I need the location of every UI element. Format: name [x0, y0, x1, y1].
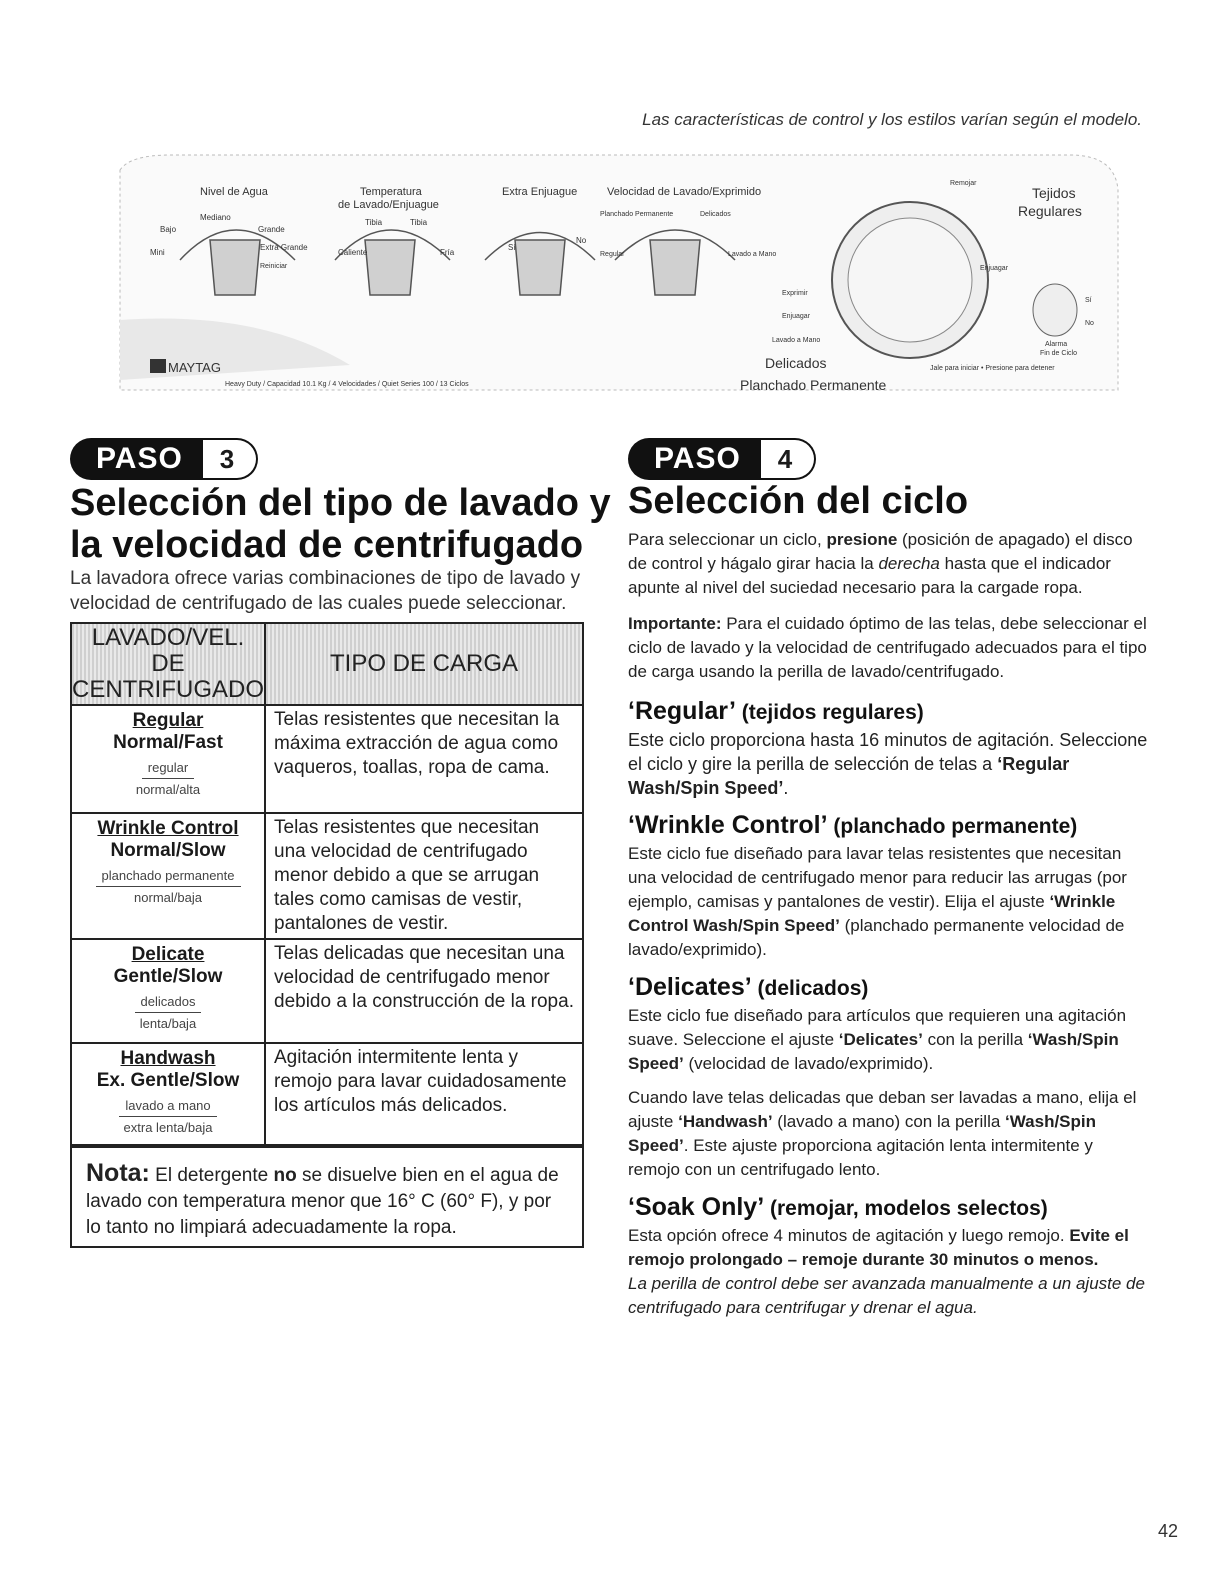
water-level-title: Nivel de Agua — [200, 186, 268, 198]
page-number: 42 — [1157, 1521, 1178, 1541]
step-4-title: Selección del ciclo — [628, 480, 969, 522]
step-3-badge: PASO 3 — [70, 436, 258, 482]
svg-text:Extra Grande: Extra Grande — [260, 243, 308, 252]
wash-spin-table — [70, 622, 584, 1148]
step-4-body — [628, 528, 1148, 1320]
svg-text:Velocidad de Lavado/Exprimido: Velocidad de Lavado/Exprimido — [607, 186, 762, 198]
table-header-load-type: TIPO DE CARGA — [265, 623, 583, 705]
important-paragraph: Importante: Para el cuidado óptimo de las telas, debe seleccionar el ciclo de lavado y la velocidad de centrifugado adecuados para el tipo de carga usando la perilla de lavado/centrifugado. — [628, 614, 1147, 681]
regular-paragraph: Este ciclo proporciona hasta 16 minutos de agitación. Seleccione el ciclo y gire la perilla de selección de telas a ‘Regular Wash/Spin Speed’. — [628, 730, 1148, 798]
svg-text:Remojar: Remojar — [950, 180, 977, 187]
soak-heading: ‘Soak Only’ (remojar, modelos selectos) — [628, 1193, 1048, 1221]
table-row: Wrinkle Control Normal/Slow planchado permanente normal/baja Telas resistentes que necesitan una velocidad de centrifugado menor debido a que se arrugan tales como camisas de vestir, pantalones de vestir. — [71, 813, 583, 939]
step-4-badge: PASO 4 — [628, 436, 816, 482]
svg-text:No: No — [576, 236, 587, 245]
svg-text:Regulares: Regulares — [1018, 203, 1082, 219]
svg-text:Sí: Sí — [508, 243, 516, 252]
table-header-wash-spin: LAVADO/VEL. DE CENTRIFUGADO — [72, 624, 264, 703]
handwash-paragraph: Cuando lave telas delicadas que deban ser lavadas a mano, elija el ajuste ‘Handwash’ (lavado a mano) con la perilla ‘Wash/Spin Speed’. Este ajuste proporciona agitación lenta intermitente y remojo con un centrifugado lento. — [628, 1088, 1137, 1179]
svg-text:Mediano: Mediano — [200, 213, 231, 222]
delicates-heading: ‘Delicates’ (delicados) — [628, 973, 869, 1001]
svg-text:No: No — [1085, 320, 1094, 327]
svg-text:Fría: Fría — [440, 248, 455, 257]
table-row: Handwash Ex. Gentle/Slow lavado a mano extra lenta/baja Agitación intermitente lenta y remojo para lavar cuidadosamente los artículos más delicados. — [71, 1043, 583, 1147]
svg-text:Tibia: Tibia — [410, 218, 428, 227]
wrinkle-paragraph: Este ciclo fue diseñado para lavar telas resistentes que necesitan una velocidad de centrifugado menor para reducir las arrugas (por ejemplo, camisas y pantalones de vestir). Elija el ajuste ‘Wrinkle Control Wash/Spin Speed’ (planchado permanente velocidad de lavado/exprimido). — [628, 844, 1127, 959]
delicates-paragraph: Este ciclo fue diseñado para artículos que requieren una agitación suave. Seleccione el ajuste ‘Delicates’ con la perilla ‘Wash/Spin Speed’ (velocidad de lavado/exprimido). — [628, 1006, 1127, 1073]
table-row: Delicate Gentle/Slow delicados lenta/baja Telas delicadas que necesitan una velocidad de centrifugado menor debido a la construcción de la ropa. — [71, 939, 583, 1043]
step-3-intro: La lavadora ofrece varias combinaciones de tipo de lavado y velocidad de centrifugado de las cuales puede seleccionar. — [70, 568, 581, 614]
svg-text:Mini: Mini — [150, 248, 165, 257]
svg-text:Heavy Duty / Capacidad 10.1 Kg: Heavy Duty / Capacidad 10.1 Kg / 4 Velocidades / Quiet Series 100 / 13 Ciclos — [225, 381, 469, 388]
svg-text:Caliente: Caliente — [338, 248, 368, 257]
svg-text:Enjuagar: Enjuagar — [782, 313, 811, 320]
svg-text:Regular: Regular — [600, 251, 625, 258]
svg-text:Fin de Ciclo: Fin de Ciclo — [1040, 350, 1077, 357]
svg-text:Exprimir: Exprimir — [782, 290, 808, 297]
model-variation-note: Las características de control y los estilos varían según el modelo. — [642, 110, 1142, 129]
svg-text:Lavado a Mano: Lavado a Mano — [728, 251, 777, 258]
svg-text:de Lavado/Enjuague: de Lavado/Enjuague — [338, 199, 439, 211]
svg-text:Delicados: Delicados — [700, 211, 731, 218]
cycle-select-paragraph: Para seleccionar un ciclo, presione (posición de apagado) el disco de control y hágalo girar hacia la derecha hasta que el indicador apunte al nivel del suciedad necesario para la cargade ropa. — [628, 530, 1133, 597]
svg-text:Planchado Permanente: Planchado Permanente — [600, 211, 674, 218]
step-3-title: Selección del tipo de lavado y la velocidad de centrifugado — [70, 482, 611, 566]
svg-text:Lavado a Mano: Lavado a Mano — [772, 337, 821, 344]
svg-text:Tibia: Tibia — [365, 218, 383, 227]
regular-heading: ‘Regular’ (tejidos regulares) — [628, 697, 924, 725]
svg-text:Jale para iniciar • Presione p: Jale para iniciar • Presione para detener — [930, 365, 1055, 372]
svg-text:Reiniciar: Reiniciar — [260, 263, 288, 270]
svg-text:Grande: Grande — [258, 225, 285, 234]
svg-text:Temperatura: Temperatura — [360, 186, 422, 198]
brand-logo: MAYTAG — [168, 360, 221, 375]
svg-text:Delicados: Delicados — [765, 355, 827, 371]
soak-paragraph: Esta opción ofrece 4 minutos de agitación y luego remojo. Evite el remojo prolongado – remoje durante 30 minutos o menos. — [628, 1226, 1129, 1269]
svg-text:Sí: Sí — [1085, 297, 1092, 304]
svg-text:Bajo: Bajo — [160, 225, 177, 234]
svg-text:Enjuagar: Enjuagar — [980, 265, 1009, 272]
control-panel-illustration — [110, 150, 1120, 398]
svg-text:Tejidos: Tejidos — [1032, 185, 1076, 201]
wrinkle-heading: ‘Wrinkle Control’ (planchado permanente) — [628, 811, 1078, 839]
svg-text:Planchado Permanente: Planchado Permanente — [740, 377, 887, 393]
table-row: Regular Normal/Fast regular normal/alta Telas resistentes que necesitan la máxima extracción de agua como vaqueros, toallas, ropa de cama. — [71, 705, 583, 813]
detergent-note-box: Nota: El detergente no se disuelve bien en el agua de lavado con temperatura menor que 16° C (60° F), y por lo tanto no limpiará adecuadamente la ropa. — [70, 1144, 584, 1248]
soak-note: La perilla de control debe ser avanzada manualmente a un ajuste de centrifugado para centrifugar y drenar el agua. — [628, 1274, 1145, 1317]
svg-text:Extra Enjuague: Extra Enjuague — [502, 186, 578, 198]
svg-text:Alarma: Alarma — [1045, 341, 1068, 348]
